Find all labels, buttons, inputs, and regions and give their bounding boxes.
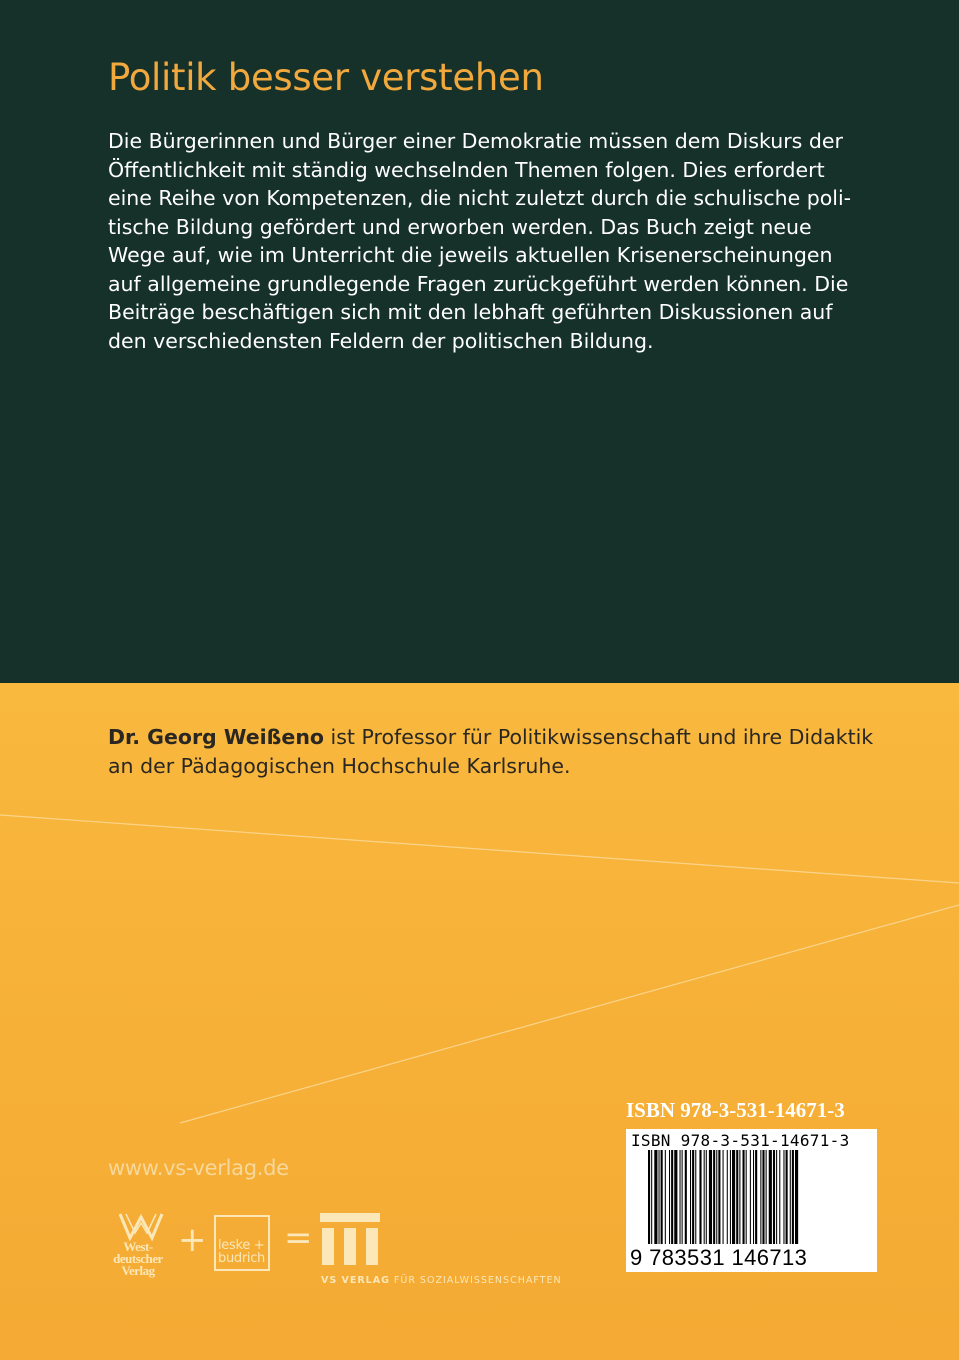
barcode-bar (682, 1150, 683, 1244)
barcode-bar (727, 1150, 728, 1244)
barcode-bar (706, 1150, 707, 1244)
book-description (108, 127, 868, 355)
author-bio-line (108, 723, 908, 752)
description-line: auf allgemeine grundlegende Fragen zurückgeführt werden können. Die (108, 271, 849, 296)
barcode-bar (665, 1150, 666, 1244)
barcode-bar (762, 1150, 764, 1244)
vs-verlag-caption (321, 1275, 562, 1286)
leske-budrich-logo (214, 1215, 270, 1271)
author-bio-text: ist Professor für Politikwissenschaft und ihre Didaktik (324, 725, 874, 749)
barcode-bar (685, 1150, 687, 1244)
logo-text-line: Verlag (121, 1263, 155, 1278)
description-line: Die Bürgerinnen und Bürger einer Demokratie müssen dem Diskurs der (108, 129, 843, 153)
barcode-bar (690, 1150, 691, 1244)
vs-caption-rest: FÜR SOZIALWISSENSCHAFTEN (389, 1275, 562, 1286)
barcode-bar (680, 1150, 681, 1244)
barcode-bar (695, 1150, 696, 1244)
barcode-bar (651, 1150, 652, 1244)
book-title: Politik besser verstehen (108, 56, 544, 99)
barcode-bar (743, 1150, 745, 1244)
decorative-line (0, 815, 959, 883)
barcode-bar (661, 1150, 663, 1244)
decorative-line (180, 905, 959, 1123)
barcode-bar (654, 1150, 657, 1244)
author-bio-line: an der Pädagogischen Hochschule Karlsruhe. (108, 754, 571, 778)
barcode-bar (773, 1150, 775, 1244)
barcode-isbn-text: ISBN 978-3-531-14671-3 (631, 1131, 850, 1150)
barcode-bar (786, 1150, 788, 1244)
author-name: Dr. Georg Weißeno (108, 725, 325, 749)
barcode-bar (753, 1150, 754, 1244)
author-bio (108, 723, 908, 781)
barcode-bar (792, 1150, 794, 1244)
description-line: den verschiedensten Feldern der politischen Bildung. (108, 328, 654, 353)
barcode-bar (704, 1150, 705, 1244)
barcode-bar (795, 1150, 798, 1244)
logo-text-line: deutscher (113, 1251, 163, 1266)
logo-text-line: West- (123, 1239, 153, 1254)
barcode-bar (732, 1150, 735, 1244)
barcode-bar (760, 1150, 761, 1244)
barcode-bar (750, 1150, 751, 1244)
isbn-label: ISBN 978-3-531-14671-3 (626, 1098, 845, 1122)
description-line: Wege auf, wie im Unterricht die jeweils aktuellen Krisenerscheinungen (108, 243, 833, 267)
barcode-bar (723, 1150, 724, 1244)
barcode-bar (776, 1150, 777, 1244)
barcode-digits: 9 783531 146713 (630, 1245, 808, 1270)
logo-text-line: budrich (218, 1251, 265, 1266)
barcode-bar (648, 1150, 650, 1244)
vs-verlag-logo-icon (320, 1213, 380, 1265)
westdeutscher-verlag-logo (108, 1211, 168, 1287)
barcode-bar (736, 1150, 738, 1244)
barcode-bar (699, 1150, 701, 1244)
barcode-bar (755, 1150, 757, 1244)
leske-logo-text (218, 1239, 265, 1265)
plus-sign: + (178, 1220, 207, 1260)
website-url[interactable]: www.vs-verlag.de (108, 1156, 289, 1180)
barcode (626, 1129, 877, 1272)
barcode-bar (716, 1150, 717, 1244)
description-line: eine Reihe von Kompetenzen, die nicht zuletzt durch die schulische poli- (108, 186, 852, 210)
barcode-bar (692, 1150, 694, 1244)
barcode-bar (790, 1150, 791, 1244)
barcode-bar (659, 1150, 660, 1244)
description-line: Beiträge beschäftigen sich mit den lebhaft geführten Diskussionen auf (108, 300, 833, 324)
barcode-bar (783, 1150, 784, 1244)
barcode-bar (746, 1150, 747, 1244)
barcode-bar (674, 1150, 677, 1244)
logo-text-line: leske + (218, 1238, 265, 1253)
equals-sign: = (284, 1218, 313, 1258)
barcode-bar (769, 1150, 772, 1244)
description-line: Öffentlichkeit mit ständig wechselnden Themen folgen. Dies erfordert (108, 157, 825, 182)
barcode-bar (718, 1150, 720, 1244)
barcode-bar (713, 1150, 715, 1244)
bottom-panel (0, 683, 959, 1360)
barcode-bar (709, 1150, 712, 1244)
barcode-bar (739, 1150, 740, 1244)
westdeutscher-mark-icon (118, 1211, 164, 1241)
westdeutscher-logo-text (108, 1241, 168, 1277)
barcode-bar (766, 1150, 767, 1244)
barcode-bar (779, 1150, 780, 1244)
barcode-bar (730, 1150, 731, 1244)
barcode-bar (669, 1150, 670, 1244)
vs-caption-bold: VS VERLAG (321, 1275, 390, 1286)
publisher-logos (108, 1211, 568, 1291)
barcode-bar (671, 1150, 673, 1244)
description-line: tische Bildung gefördert und erworben werden. Das Buch zeigt neue (108, 214, 812, 239)
